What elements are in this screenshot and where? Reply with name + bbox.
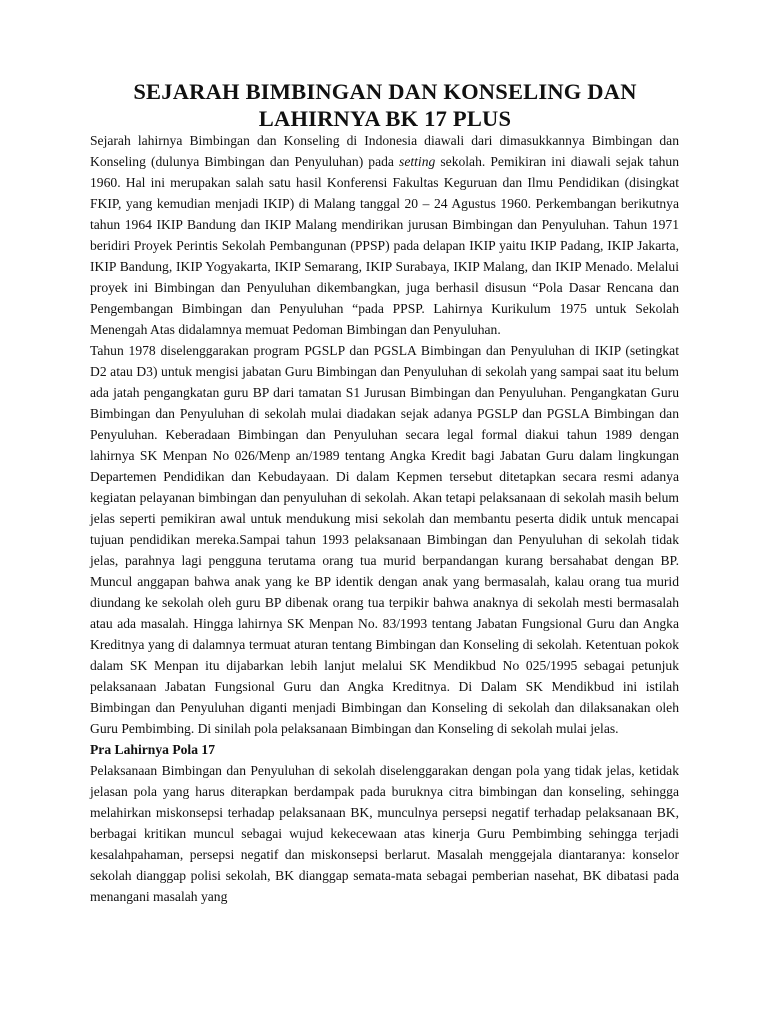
section-heading-pra-pola-17: Pra Lahirnya Pola 17 — [90, 742, 215, 757]
title-line-2: LAHIRNYA BK 17 PLUS — [258, 106, 512, 131]
document-body — [90, 130, 679, 907]
paragraph-history-intro — [90, 130, 679, 340]
paragraph-1-part-a: Sejarah lahirnya Bimbingan dan Konseling di Indonesia diawali dari dimasukkannya Bimbingan dan Konseling (dulunya Bimbingan dan Penyuluhan) pada — [90, 133, 679, 169]
paragraph-pra-pola-17: Pelaksanaan Bimbingan dan Penyuluhan di sekolah diselenggarakan dengan pola yang tidak jelas, ketidak jelasan pola yang harus diterapkan berdampak pada buruknya citra bimbingan dan konseling, sehingga melahirkan miskonsepsi terhadap pelaksanaan BK, munculnya persepsi negatif terhadap pelaksanaan BK, berbagai kritikan muncul sebagai wujud kekecewaan atas kinerja Guru Pembimbing sehingga terjadi kesalahpahaman, persepsi negatif dan miskonsepsi berlarut. Masalah menggejala diantaranya: konselor sekolah dianggap polisi sekolah, BK dianggap semata-mata sebagai pemberian nasehat, BK dibatasi pada menangani masalah yang — [90, 763, 679, 904]
title-line-1: SEJARAH BIMBINGAN DAN KONSELING DAN — [133, 79, 637, 104]
paragraph-1-part-b: sekolah. Pemikiran ini diawali sejak tahun 1960. Hal ini merupakan salah satu hasil Konferensi Fakultas Keguruan dan Ilmu Pendidikan (disingkat FKIP, yang kemudian menjadi IKIP) di Malang tanggal 20 – 24 Agustus 1960. Perkembangan berikutnya tahun 1964 IKIP Bandung dan IKIP Malang mendirikan jurusan Bimbingan dan Penyuluhan. Tahun 1971 beridiri Proyek Perintis Sekolah Pembangunan (PPSP) pada delapan IKIP yaitu IKIP Padang, IKIP Jakarta, IKIP Bandung, IKIP Yogyakarta, IKIP Semarang, IKIP Surabaya, IKIP Malang, dan IKIP Menado. Melalui proyek ini Bimbingan dan Penyuluhan dikembangkan, juga berhasil disusun “Pola Dasar Rencana dan Pengembangan Bimbingan dan Penyuluhan “pada PPSP. Lahirnya Kurikulum 1975 untuk Sekolah Menengah Atas didalamnya memuat Pedoman Bimbingan dan Penyuluhan. — [90, 154, 680, 337]
paragraph-history-development: Tahun 1978 diselenggarakan program PGSLP dan PGSLA Bimbingan dan Penyuluhan di IKIP (setingkat D2 atau D3) untuk mengisi jabatan Guru Bimbingan dan Penyuluhan di sekolah yang sampai saat itu belum ada jatah pengangkatan guru BP dari tamatan S1 Jurusan Bimbingan dan Penyuluhan. Pengangkatan Guru Bimbingan dan Penyuluhan di sekolah mulai diadakan sejak adanya PGSLP dan PGSLA Bimbingan dan Penyuluhan. Keberadaan Bimbingan dan Penyuluhan secara legal formal diakui tahun 1989 dengan lahirnya SK Menpan No 026/Menp an/1989 tentang Angka Kredit bagi Jabatan Guru dalam lingkungan Departemen Pendidikan dan Kebudayaan. Di dalam Kepmen tersebut ditetapkan secara resmi adanya kegiatan pelayanan bimbingan dan penyuluhan di sekolah. Akan tetapi pelaksanaan di sekolah masih belum jelas seperti pemikiran awal untuk mendukung misi sekolah dan membantu peserta didik untuk mencapai tujuan pendidikan mereka.Sampai tahun 1993 pelaksanaan Bimbingan dan Penyuluhan di sekolah tidak jelas, parahnya lagi pengguna terutama orang tua murid berpandangan kurang bersahabat dengan BP. Muncul anggapan bahwa anak yang ke BP identik dengan anak yang bermasalah, kalau orang tua murid diundang ke sekolah oleh guru BP dibenak orang tua terpikir bahwa anaknya di sekolah mesti bermasalah atau ada masalah. Hingga lahirnya SK Menpan No. 83/1993 tentang Jabatan Fungsional Guru dan Angka Kreditnya yang di dalamnya termuat aturan tentang Bimbingan dan Konseling di sekolah. Ketentuan pokok dalam SK Menpan itu dijabarkan lebih lanjut melalui SK Mendikbud No 025/1995 sebagai petunjuk pelaksanaan Jabatan Fungsional Guru dan Angka Kreditnya. Di Dalam SK Mendikbud ini istilah Bimbingan dan Penyuluhan diganti menjadi Bimbingan dan Konseling di sekolah dan dilaksanakan oleh Guru Pembimbing. Di sinilah pola pelaksanaan Bimbingan dan Konseling di sekolah mulai jelas. — [90, 343, 679, 736]
document-title — [90, 78, 680, 132]
paragraph-1-emphasis: setting — [399, 154, 436, 169]
